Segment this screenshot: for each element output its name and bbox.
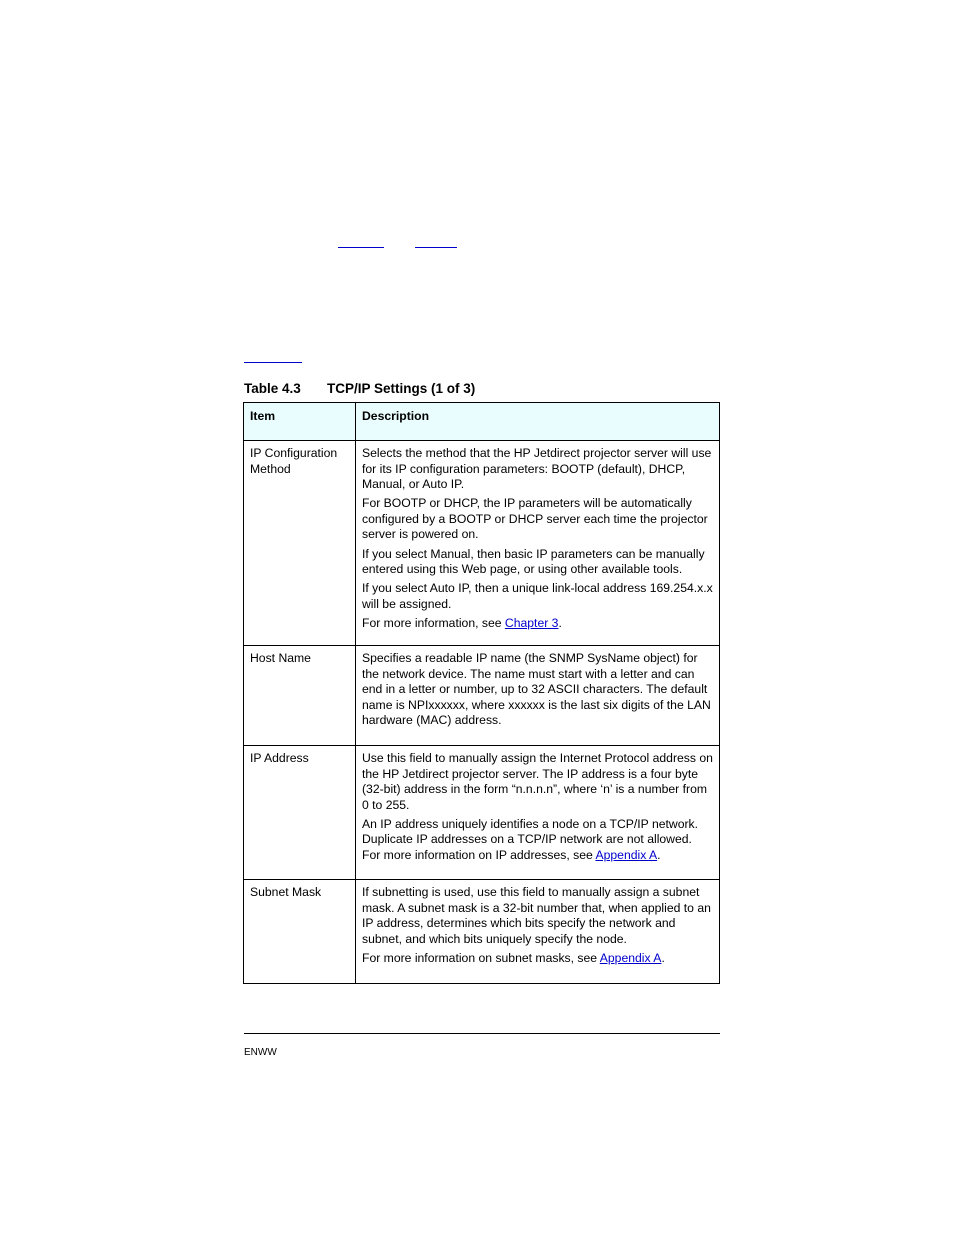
table-title: TCP/IP Settings (1 of 3)	[327, 381, 476, 396]
link-underline[interactable]	[338, 247, 384, 248]
appendix-a-link[interactable]: Appendix A	[599, 950, 662, 965]
appendix-a-link[interactable]: Appendix A	[595, 848, 658, 863]
paragraph-text: .	[657, 848, 661, 863]
description-paragraph: If you select Auto IP, then a unique link-local address 169.254.x.x will be assigned.	[362, 581, 713, 611]
table-row	[244, 441, 720, 646]
paragraph-text: .	[661, 950, 665, 965]
paragraph-text: .	[558, 615, 562, 630]
item-description	[356, 441, 720, 646]
description-paragraph	[362, 817, 713, 864]
table-caption	[244, 381, 475, 396]
description-paragraph	[362, 951, 713, 967]
description-paragraph: If subnetting is used, use this field to manually assign a subnet mask. A subnet mask is a 32-bit number that, when applied to an IP address, determines which bits specify the network and subnet, and which bits uniquely specify the node.	[362, 885, 711, 946]
paragraph-text: For more information on subnet masks, see	[362, 950, 600, 965]
item-description	[356, 746, 720, 880]
link-underline[interactable]	[415, 247, 457, 248]
footer-divider	[244, 1033, 720, 1034]
table-row	[244, 646, 720, 746]
item-name: IP Address	[244, 746, 356, 880]
link-underline[interactable]	[244, 362, 302, 363]
paragraph-text: An IP address uniquely identifies a node on a TCP/IP network. Duplicate IP addresses on a TCP/IP network are not allowed. For more information on IP addresses, see	[362, 816, 699, 863]
table-row	[244, 880, 720, 984]
item-description	[356, 880, 720, 984]
chapter-3-link[interactable]: Chapter 3	[504, 615, 559, 630]
paragraph-text: For more information, see	[362, 615, 505, 630]
description-paragraph: Selects the method that the HP Jetdirect projector server will use for its IP configuration parameters: BOOTP (default), DHCP, Manual, or Auto IP.	[362, 446, 712, 492]
description-paragraph: Use this field to manually assign the Internet Protocol address on the HP Jetdirect projector server. The IP address is a four byte (32-bit) address in the form “n.n.n.n”, where ‘n’ is a number from 0 to 255.	[362, 751, 713, 812]
description-paragraph	[362, 616, 713, 632]
header-description: Description	[356, 403, 720, 441]
footer-label: ENWW	[244, 1047, 277, 1058]
table-row	[244, 746, 720, 880]
table-number: Table 4.3	[244, 381, 301, 396]
item-name: Host Name	[244, 646, 356, 746]
tcpip-settings-table	[243, 402, 720, 984]
item-description	[356, 646, 720, 746]
header-item: Item	[244, 403, 356, 441]
description-paragraph: If you select Manual, then basic IP parameters can be manually entered using this Web page, or using other available tools.	[362, 546, 705, 577]
item-name: Subnet Mask	[244, 880, 356, 984]
item-name: IP Configuration Method	[244, 441, 356, 646]
description-paragraph: Specifies a readable IP name (the SNMP SysName object) for the network device. The name must start with a letter and can end in a letter or number, up to 32 ASCII characters. The default name is NPIxxxxxx, where xxxxxx is the last six digits of the LAN hardware (MAC) address.	[362, 651, 711, 728]
table-header-row	[244, 403, 720, 441]
description-paragraph: For BOOTP or DHCP, the IP parameters will be automatically configured by a BOOTP or DHCP server each time the projector server is powered on.	[362, 496, 708, 542]
